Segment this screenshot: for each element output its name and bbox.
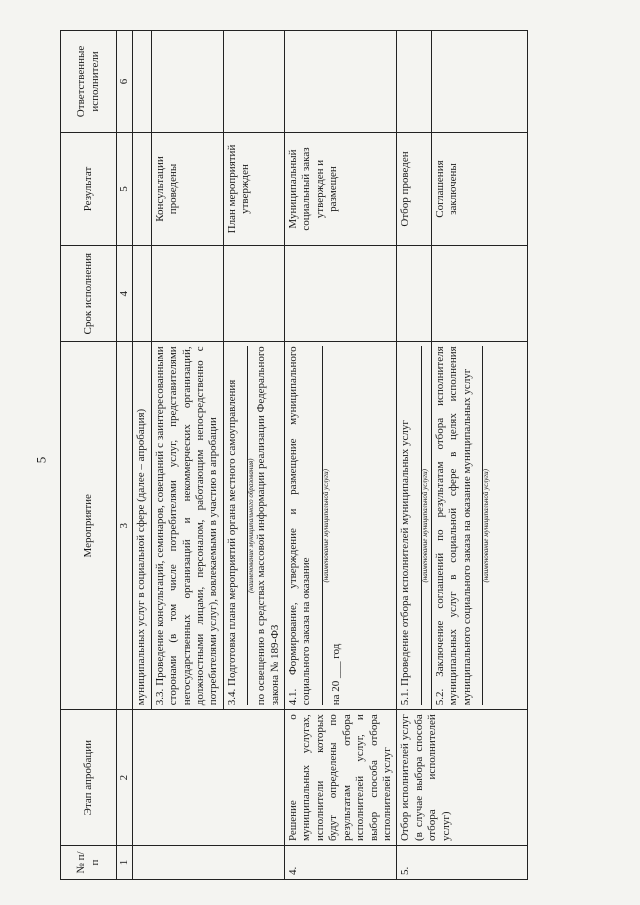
table-row [133,31,151,880]
activity-subcaption: (наименование муниципальной услуги) [321,469,330,583]
approbation-table [60,30,528,880]
activity-cell: 3.3. Проведение консультаций, семинаров, совещаний с заинтересованными сторонами (в том числе потребителями услуг, представителями негосударственных организаций и некоммерческих организаций, должностными лицами, персоналом, работающим непосредственно с потребителями услуг), вовлекаемыми в участию в апробации [151,342,223,710]
activity-text: на 20 ___ год [329,643,342,706]
activity-text: по освещению в средствах массовой информации реализации Федерального закона № 189-ФЗ [255,346,281,706]
table-row [397,31,431,880]
activity-text: 4.1. Формирование, утверждение и размещение муниципального социального заказа на оказание [287,346,313,706]
activity-text: 5.1. Проведение отбора исполнителей муниципальных услуг [399,420,412,706]
result-cell: Соглашения заключены [431,132,527,245]
result-cell: Отбор проведен [397,132,431,245]
result-cell: План мероприятий утвержден [223,132,284,245]
col-number: 4 [117,246,133,342]
col-number: 3 [117,342,133,710]
col-number: 2 [117,710,133,846]
activity-subcaption: (наименование муниципальной услуги) [481,469,490,583]
col-header-activity: Мероприятие [61,342,117,710]
page-number: 5 [33,456,49,464]
activity-cell: муниципальных услуг в социальной сфере (далее – апробация) [133,342,151,710]
col-number: 6 [117,31,133,133]
activity-cell [397,342,431,710]
header-row [61,31,117,880]
table-row [285,31,397,880]
activity-cell [431,342,527,710]
rotated-page [60,30,600,880]
column-numbers-row [117,31,133,880]
col-header-num: № п/п [61,846,117,880]
activity-subcaption: (наименование муниципальной услуги) [420,469,429,583]
activity-cell [285,342,397,710]
stage-cell: Отбор исполнителей услуг (в случае выбора способа отбора исполнителей услуг) [397,710,527,846]
activity-text: 5.2. Заключение соглашений по результатам отбора исполнителя муниципальных услуг в социальной сфере в целях исполнения муниципального социального заказа на оказание муниципальных услуг [433,346,473,706]
result-cell: Муниципальный социальный заказ утвержден и размещен [285,132,397,245]
result-cell: Консультации проведены [151,132,223,245]
activity-subcaption: (наименование муниципального образования) [247,458,256,594]
col-number: 1 [117,846,133,880]
col-header-stage: Этап апробации [61,710,117,846]
col-header-result: Результат [61,132,117,245]
activity-text: 3.4. Подготовка плана мероприятий органа местного самоуправления [225,379,238,706]
stage-cell: Решение о муниципальных услугах, исполнители которых будут определены по результатам отбора исполнителей услуг, и выбор способа отбора исполнителей услуг [285,710,397,846]
row-number: 4. [285,846,397,880]
col-header-deadline: Срок исполнения [61,246,117,342]
row-number: 5. [397,846,527,880]
col-number: 5 [117,132,133,245]
col-header-responsible: Ответственные исполнители [61,31,117,133]
activity-cell [223,342,284,710]
